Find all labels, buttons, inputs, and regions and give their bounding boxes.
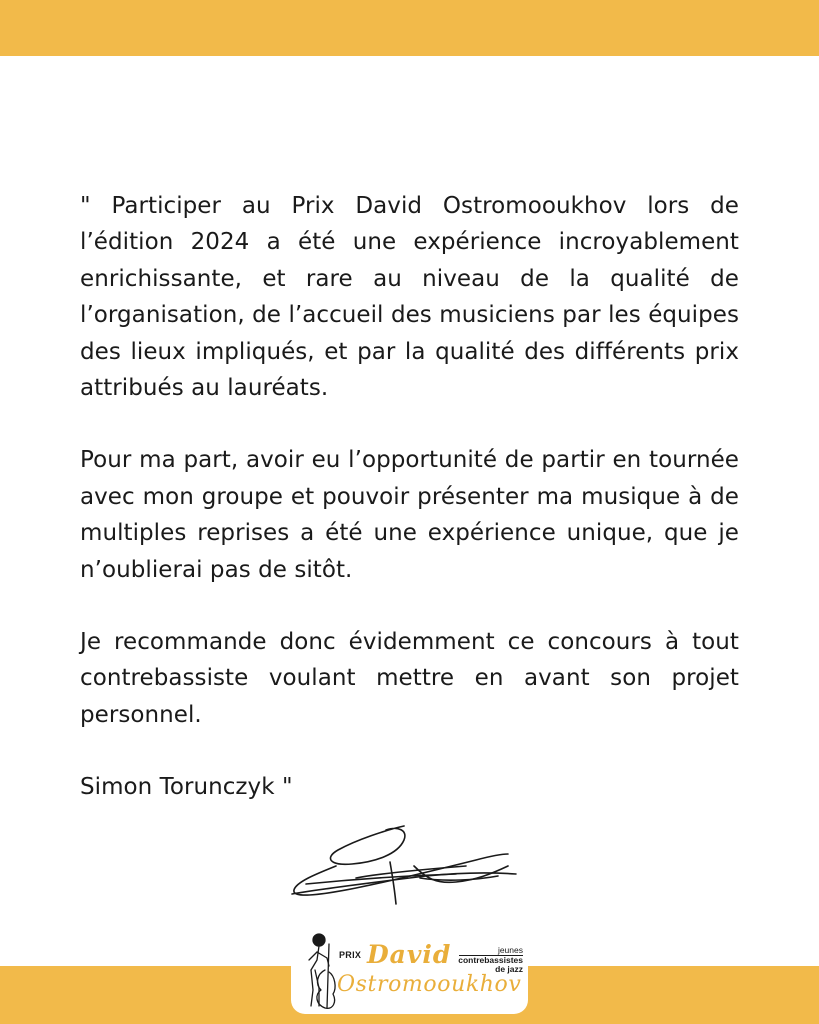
testimonial-paragraph-1: " Participer au Prix David Ostromooukhov lors de l’édition 2024 a été une expérience incroyablement enrichissante, et rare au niveau de la qualité de l’organisation, de l’accueil des musiciens par les équipes des lieux impliqués, et par la qualité des différents prix attribués au lauréats.: [80, 193, 739, 402]
bassist-illustration-icon: [299, 930, 339, 1012]
logo-tagline-line-3: de jazz: [495, 964, 523, 974]
testimonial-signoff: Simon Torunczyk ": [80, 774, 293, 801]
testimonial-paragraph-2: Pour ma part, avoir eu l’opportunité de partir en tournée avec mon groupe et pouvoir présenter ma musique à de multiples reprises a été une expérience unique, que je n’oublierai pas de sitôt.: [80, 447, 739, 583]
logo-tagline: [453, 946, 523, 974]
top-band: [0, 0, 819, 56]
prix-logo: [291, 926, 528, 1014]
testimonial-paragraph-3: Je recommande donc évidemment ce concours à tout contrebassiste voulant mettre en avant son projet personnel.: [80, 629, 739, 728]
logo-tagline-line-1: jeunes: [497, 945, 523, 955]
logo-first-name: David: [367, 940, 452, 969]
logo-tagline-line-2: contrebassistes: [458, 955, 523, 965]
logo-last-name: Ostromooukhov: [337, 972, 522, 997]
logo-prix-label: PRIX: [339, 950, 362, 960]
testimonial-text: [80, 188, 739, 806]
handwritten-signature: [286, 818, 526, 914]
